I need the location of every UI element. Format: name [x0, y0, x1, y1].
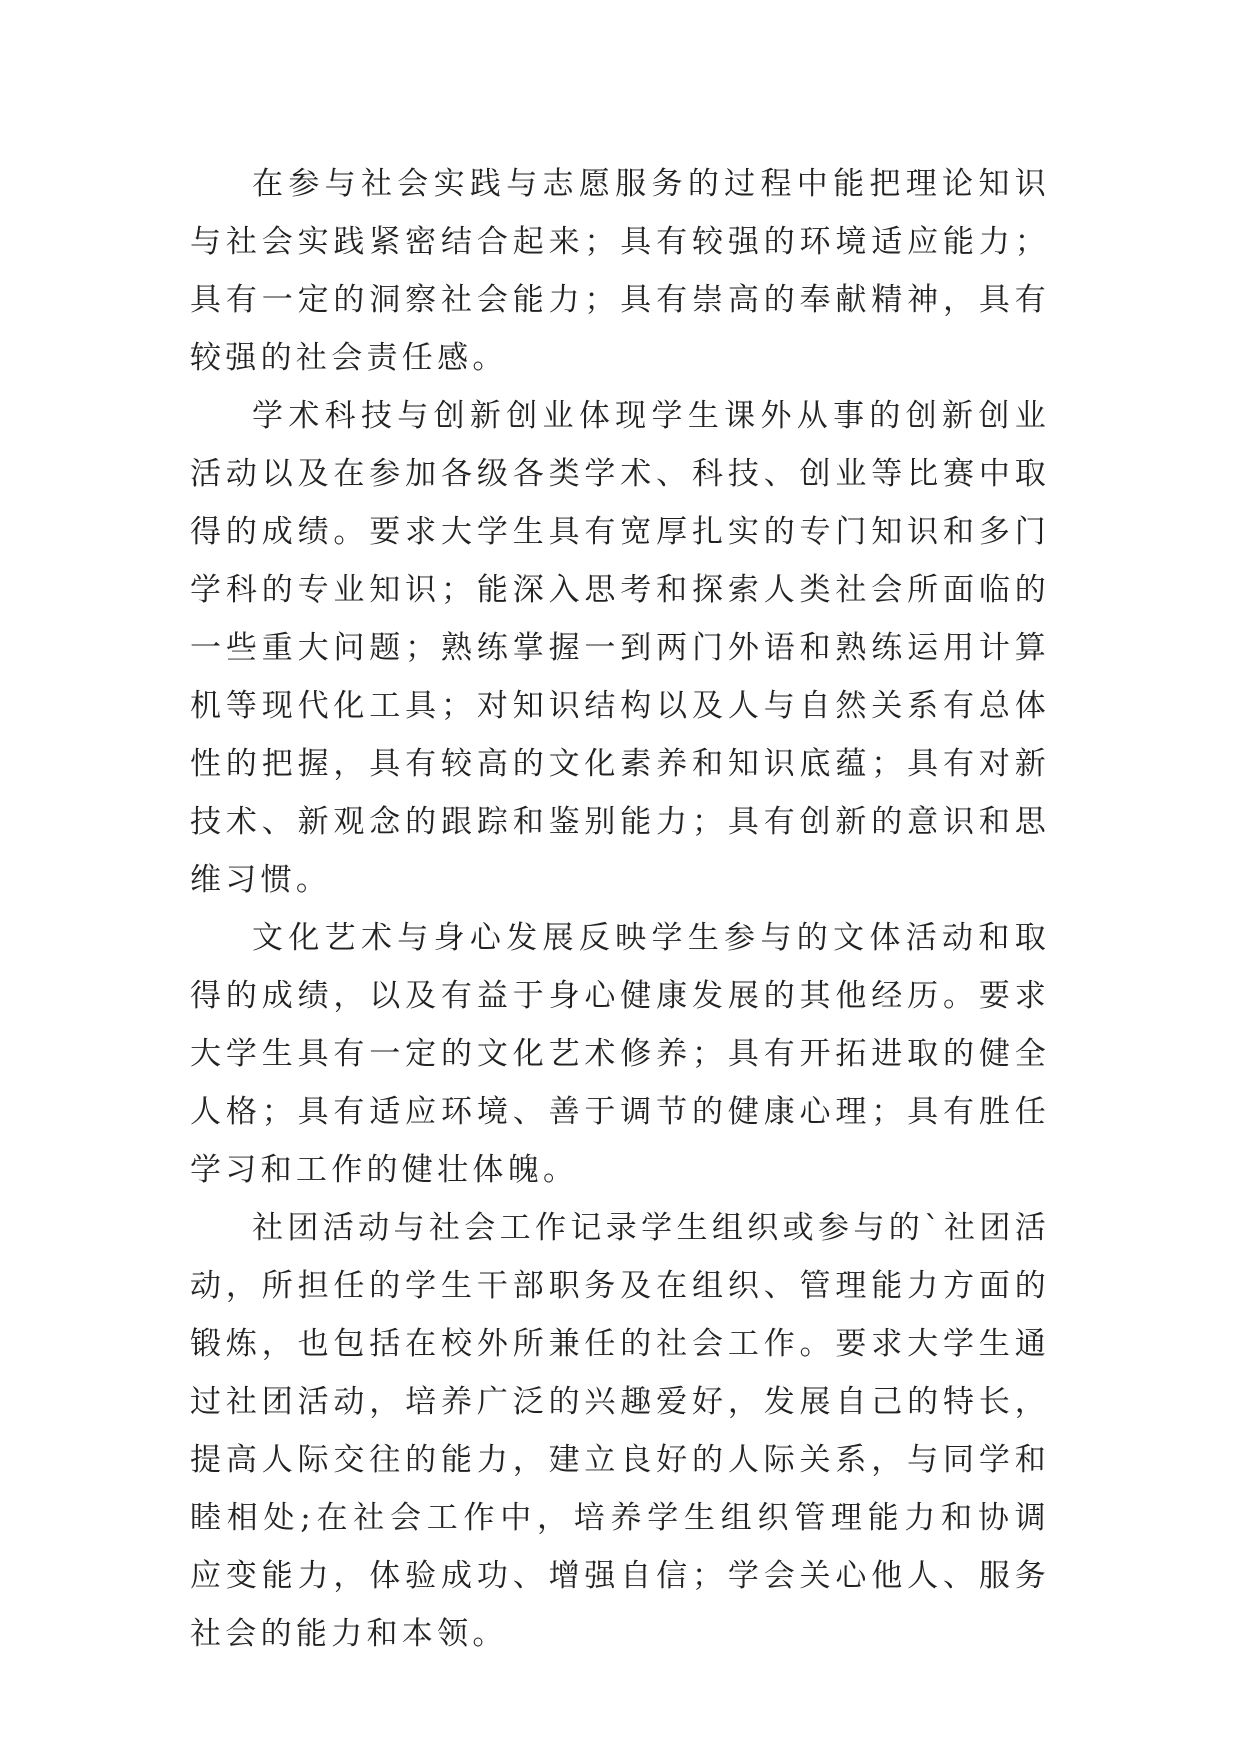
paragraph-club-activities: 社团活动与社会工作记录学生组织或参与的`社团活动，所担任的学生干部职务及在组织、管理能力方面的锻炼，也包括在校外所兼任的社会工作。要求大学生通过社团活动，培养广泛的兴趣爱好，发展自己的特长，提高人际交往的能力，建立良好的人际关系，与同学和睦相处;在社会工作中，培养学生组织管理能力和协调应变能力，体验成功、增强自信；学会关心他人、服务社会的能力和本领。 — [190, 1210, 1050, 1652]
document-body — [190, 155, 1050, 1663]
paragraph-culture-art: 文化艺术与身心发展反映学生参与的文体活动和取得的成绩，以及有益于身心健康发展的其他经历。要求大学生具有一定的文化艺术修养；具有开拓进取的健全人格；具有适应环境、善于调节的健康心理；具有胜任学习和工作的健壮体魄。 — [190, 920, 1050, 1188]
paragraph-academic-innovation: 学术科技与创新创业体现学生课外从事的创新创业活动以及在参加各级各类学术、科技、创业等比赛中取得的成绩。要求大学生具有宽厚扎实的专门知识和多门学科的专业知识；能深入思考和探索人类社会所面临的一些重大问题；熟练掌握一到两门外语和熟练运用计算机等现代化工具；对知识结构以及人与自然关系有总体性的把握，具有较高的文化素养和知识底蕴；具有对新技术、新观念的跟踪和鉴别能力；具有创新的意识和思维习惯。 — [190, 398, 1050, 898]
paragraph-social-practice: 在参与社会实践与志愿服务的过程中能把理论知识与社会实践紧密结合起来；具有较强的环境适应能力；具有一定的洞察社会能力；具有崇高的奉献精神，具有较强的社会责任感。 — [190, 166, 1050, 376]
